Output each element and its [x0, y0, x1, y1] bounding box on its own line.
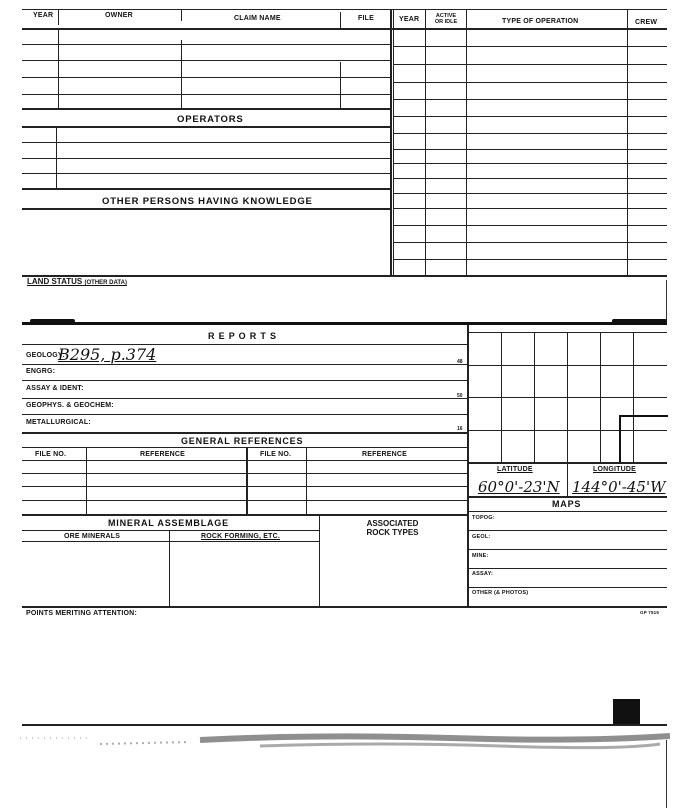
general-references-heading: GENERAL REFERENCES	[181, 436, 304, 446]
rule	[394, 225, 667, 226]
rule	[246, 447, 248, 514]
rule	[22, 541, 319, 542]
rule	[627, 9, 628, 277]
rule	[394, 64, 667, 65]
rule	[393, 9, 394, 277]
rule	[22, 94, 390, 95]
topog-label: TOPOG:	[472, 515, 495, 521]
rule	[469, 365, 667, 366]
scan-noise-band	[20, 726, 670, 756]
rule	[466, 9, 467, 277]
rule	[22, 60, 390, 61]
operators-heading: OPERATORS	[177, 114, 244, 125]
rule	[469, 332, 667, 333]
rule	[22, 188, 390, 190]
rule	[394, 259, 667, 260]
land-status-subtitle: (OTHER DATA)	[84, 280, 127, 286]
registration-mark	[613, 699, 640, 726]
divider-smudge	[30, 319, 75, 323]
rule	[469, 511, 667, 512]
geophys-label: GEOPHYS. & GEOCHEM:	[26, 402, 114, 409]
col-type-of-operation: TYPE OF OPERATION	[502, 18, 579, 25]
location-marker-icon	[612, 410, 668, 462]
rule	[340, 12, 341, 28]
rule	[22, 606, 667, 608]
col-active	[427, 13, 465, 25]
rule	[22, 460, 467, 461]
longitude-label: LONGITUDE	[593, 466, 637, 473]
geology-value: B295, p.374	[58, 345, 157, 364]
rule	[469, 568, 667, 569]
rule	[394, 163, 667, 164]
geol-label: GEOL:	[472, 534, 491, 540]
associated-rock-types	[330, 519, 455, 537]
rule	[394, 149, 667, 150]
rule	[58, 30, 59, 108]
rule	[22, 486, 467, 487]
col-claim-name: CLAIM NAME	[234, 15, 281, 22]
rule	[58, 9, 59, 25]
divider-smudge	[612, 319, 667, 324]
rule	[394, 82, 667, 83]
points-meriting-attention-label: POINTS MERITING ATTENTION:	[26, 610, 137, 617]
latitude-value: 60°0'-23'N	[478, 478, 560, 496]
metallurgical-code: 16	[457, 426, 463, 432]
rule	[306, 447, 307, 514]
assay-map-label: ASSAY:	[472, 571, 494, 577]
other-photos-label: OTHER (& PHOTOS)	[472, 590, 529, 596]
rule	[22, 142, 390, 143]
rule	[22, 364, 467, 365]
rule	[22, 108, 390, 110]
rule	[22, 44, 390, 45]
reference-header-1: REFERENCE	[140, 451, 185, 458]
rule	[394, 178, 667, 179]
rule	[22, 158, 390, 159]
rule	[22, 447, 467, 448]
col-file: FILE	[358, 15, 374, 22]
assay-label: ASSAY & IDENT:	[26, 385, 84, 392]
latitude-label: LATITUDE	[497, 466, 533, 473]
rule	[22, 208, 390, 210]
file-no-header-1: FILE NO.	[35, 451, 67, 458]
rule	[22, 530, 319, 531]
rule	[394, 208, 667, 209]
engrg-label: ENGRG:	[26, 368, 56, 375]
land-status-title: LAND STATUS	[27, 277, 83, 286]
mine-label: MINE:	[472, 553, 489, 559]
rock-forming-header: ROCK FORMING, ETC.	[201, 533, 281, 540]
rule	[340, 62, 341, 108]
geology-code: 48	[457, 359, 463, 365]
rule	[394, 193, 667, 194]
assay-code: 50	[457, 393, 463, 399]
rule	[22, 432, 467, 434]
rule	[469, 549, 667, 550]
rule	[394, 46, 667, 47]
rule	[394, 99, 667, 100]
associated-line1: ASSOCIATED	[366, 519, 419, 528]
rule	[22, 28, 667, 30]
rule	[394, 242, 667, 243]
rule	[567, 462, 568, 496]
rule	[467, 325, 469, 607]
rule	[56, 128, 57, 188]
associated-line2: ROCK TYPES	[366, 528, 419, 537]
rule	[22, 414, 467, 415]
col-owner: OWNER	[105, 12, 133, 19]
rule	[181, 40, 182, 108]
geology-label: GEOLOGY:	[26, 352, 65, 359]
longitude-value: 144°0'-45'W	[572, 478, 666, 496]
mineral-assemblage-heading: MINERAL ASSEMBLAGE	[108, 518, 229, 528]
rule	[22, 173, 390, 174]
edge-mark	[666, 280, 667, 320]
rule	[22, 398, 467, 399]
rule	[469, 462, 667, 464]
rule	[22, 77, 390, 78]
rule	[394, 116, 667, 117]
rule	[181, 9, 182, 21]
land-status-heading	[27, 277, 127, 286]
col-active-line2: OR IDLE	[434, 19, 458, 25]
rule	[86, 447, 87, 514]
rule	[22, 9, 667, 10]
edge-mark	[666, 740, 667, 808]
form-code: GP 7515	[640, 610, 660, 615]
col-year-2: YEAR	[399, 16, 420, 23]
other-persons-heading: OTHER PERSONS HAVING KNOWLEDGE	[102, 196, 313, 207]
file-no-header-2: FILE NO.	[260, 451, 292, 458]
rule	[22, 473, 467, 474]
rule	[22, 126, 390, 128]
rule	[319, 514, 320, 607]
rule	[469, 496, 667, 498]
rule	[394, 133, 667, 134]
col-active-line1: ACTIVE	[435, 13, 457, 19]
reports-heading: R E P O R T S	[208, 331, 277, 341]
rule	[425, 9, 426, 277]
rule	[469, 530, 667, 531]
rule	[22, 514, 467, 516]
maps-heading: MAPS	[552, 499, 582, 509]
metallurgical-label: METALLURGICAL:	[26, 419, 91, 426]
section-divider	[22, 322, 667, 325]
rule	[469, 397, 667, 398]
reference-header-2: REFERENCE	[362, 451, 407, 458]
rule	[469, 587, 667, 588]
rule	[22, 500, 467, 501]
rule	[22, 380, 467, 381]
ore-minerals-header: ORE MINERALS	[64, 533, 121, 540]
col-crew: CREW	[635, 19, 658, 26]
rule	[390, 9, 392, 277]
col-year: YEAR	[33, 12, 54, 19]
